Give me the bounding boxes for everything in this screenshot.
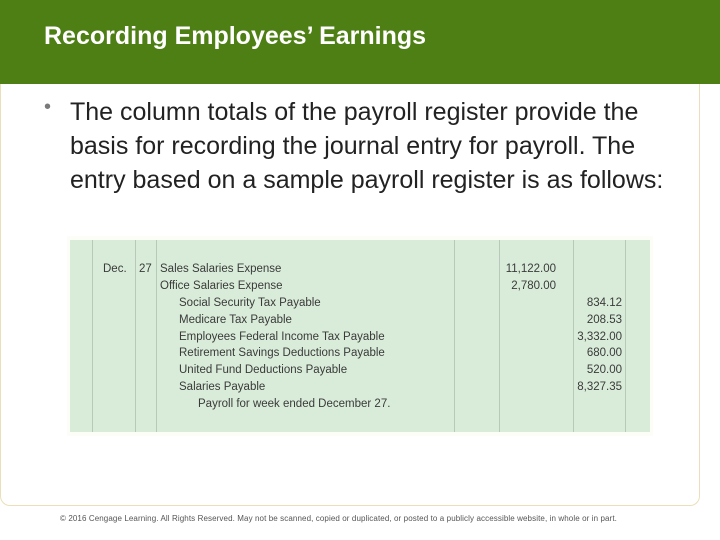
journal-explanation: Payroll for week ended December 27. — [198, 398, 391, 410]
journal-day: 27 — [139, 263, 152, 275]
journal-entry-figure — [67, 236, 653, 436]
column-rule — [92, 240, 93, 432]
journal-month: Dec. — [103, 263, 127, 275]
journal-account: Office Salaries Expense — [160, 280, 283, 292]
column-rule — [156, 240, 157, 432]
journal-table — [70, 240, 650, 432]
journal-account: United Fund Deductions Payable — [179, 364, 348, 376]
journal-account: Social Security Tax Payable — [179, 297, 321, 309]
journal-account: Employees Federal Income Tax Payable — [179, 331, 385, 343]
copyright-footer: © 2016 Cengage Learning. All Rights Reserved. May not be scanned, copied or duplicated, or posted to a publicly accessible website, in whole or in part. — [60, 514, 617, 523]
journal-credit: 208.53 — [586, 314, 622, 326]
journal-account: Retirement Savings Deductions Payable — [179, 347, 385, 359]
journal-credit: 3,332.00 — [577, 331, 622, 343]
journal-credit: 520.00 — [586, 364, 622, 376]
journal-debit: 2,780.00 — [511, 280, 556, 292]
bullet-icon: • — [44, 96, 52, 118]
journal-debit: 11,122.00 — [505, 263, 556, 275]
journal-account: Medicare Tax Payable — [179, 314, 292, 326]
journal-credit: 834.12 — [586, 297, 622, 309]
slide-header — [0, 0, 720, 84]
journal-credit: 680.00 — [586, 347, 622, 359]
column-rule — [625, 240, 626, 432]
journal-credit: 8,327.35 — [577, 381, 622, 393]
bullet-text: The column totals of the payroll register provide the basis for recording the journal entry for payroll. The entry based on a sample payroll register is as follows: — [70, 98, 664, 194]
column-rule — [454, 240, 455, 432]
column-rule — [135, 240, 136, 432]
journal-account: Sales Salaries Expense — [160, 263, 282, 275]
journal-account: Salaries Payable — [179, 381, 266, 393]
slide-title: Recording Employees’ Earnings — [44, 22, 427, 50]
